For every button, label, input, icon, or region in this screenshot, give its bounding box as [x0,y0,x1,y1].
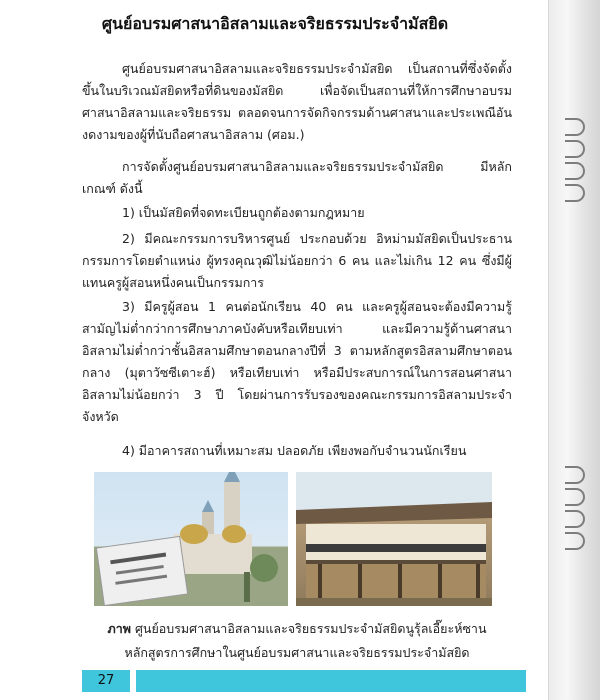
school-building-illustration [296,472,492,606]
criteria-item-2: 2) มีคณะกรรมการบริหารศูนย์ ประกอบด้วย อิหม่ามมัสยิดเป็นประธานกรรมการโดยตำแหน่ง ผู้ทรงคุณวุฒิไม่น้อยกว่า 6 คน และไม่เกิน 12 คน ซึ่งมีผู้แทนครูผู้สอนหนึ่งคนเป็นกรรมการ [82,231,512,290]
page-number: 27 [82,670,130,692]
paragraph-criteria-intro: การจัดตั้งศูนย์อบรมศาสนาอิสลามและจริยธรรมประจำมัสยิด มีหลักเกณฑ์ ดังนี้ [82,159,512,196]
criteria-item-3: 3) มีครูผู้สอน 1 คนต่อนักเรียน 40 คน และครูผู้สอนจะต้องมีความรู้สามัญไม่ต่ำกว่าการศึกษาภาคบังคับหรือเทียบเท่า และมีความรู้ด้านศาสนาอิสลามไม่ต่ำกว่าชั้นอิสลามศึกษาตอนกลางปีที่ 3 ตามหลักสูตรอิสลามศึกษาตอนกลาง (มุตาวัซซีเตาะฮ์) หรือเทียบเท่า หรือมีประสบการณ์ในการสอนศาสนาอิสลามไม่น้อยกว่า 3 ปี โดยผ่านการรับรองของคณะกรรมการอิสลามประจำจังหวัด [82,299,512,424]
photo-caption-line-2: หลักสูตรการศึกษาในศูนย์อบรมศาสนาและจริยธรรมประจำมัสยิด [124,645,470,660]
photo-row [94,472,492,606]
caption-label: ภาพ [107,621,131,636]
footer-bar [136,670,526,692]
school-building-photo [296,472,492,606]
binding-ring [565,532,585,550]
photo-caption [82,618,512,640]
page-title: ศูนย์อบรมศาสนาอิสลามและจริยธรรมประจำมัสยิด [101,14,449,33]
mosque-photo [94,472,288,606]
book-binding [548,0,600,700]
mosque-illustration [94,472,288,606]
caption-line-1: ศูนย์อบรมศาสนาอิสลามและจริยธรรมประจำมัสยิดนูรุ้ลเอี๊ยะห์ซาน [134,621,487,636]
binding-ring [565,184,585,202]
binding-ring [565,140,585,158]
criteria-item-1: 1) เป็นมัสยิดที่จดทะเบียนถูกต้องตามกฎหมาย [122,205,365,220]
paragraph-intro: ศูนย์อบรมศาสนาอิสลามและจริยธรรมประจำมัสยิด เป็นสถานที่ซึ่งจัดตั้งขึ้นในบริเวณมัสยิดหรือที่ดินของมัสยิด เพื่อจัดเป็นสถานที่ให้การศึกษาอบรมศาสนาอิสลามและจริยธรรม ตลอดจนการจัดกิจกรรมด้านศาสนาและประเพณีอันงดงามของผู้ที่นับถือศาสนาอิสลาม (ศอม.) [82,61,512,142]
binding-ring [565,510,585,528]
binding-ring [565,118,585,136]
binding-ring [565,466,585,484]
criteria-item-4: 4) มีอาคารสถานที่เหมาะสม ปลอดภัย เพียงพอกับจำนวนนักเรียน [122,443,467,458]
binding-ring [565,162,585,180]
binding-ring [565,488,585,506]
